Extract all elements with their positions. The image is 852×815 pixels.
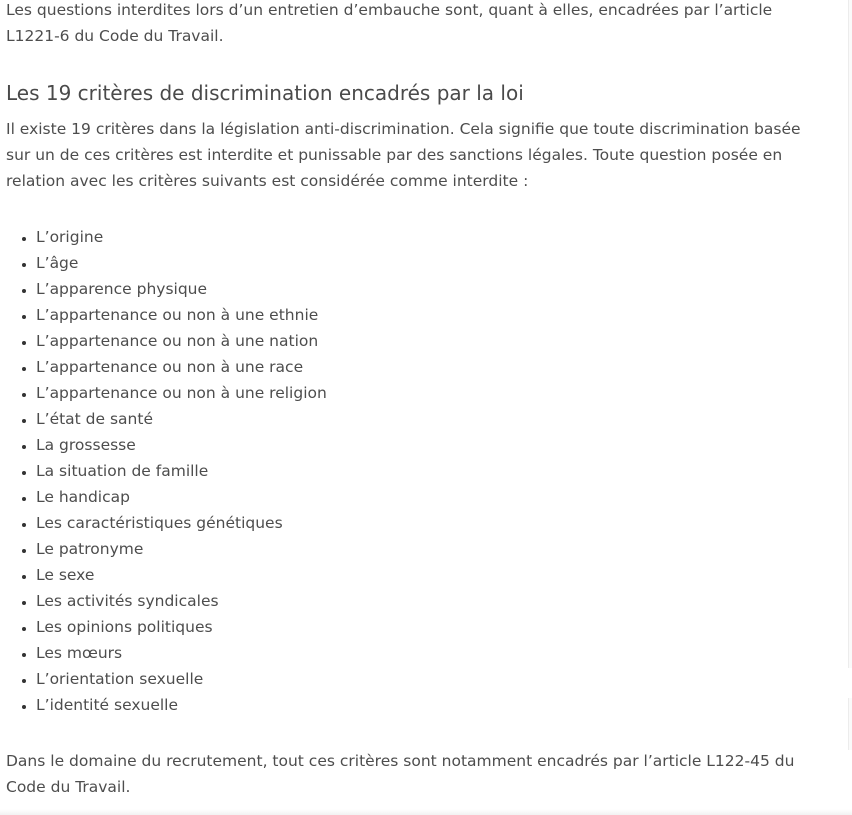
- bottom-divider: [0, 809, 852, 815]
- list-item: • L’orientation sexuelle: [36, 666, 327, 692]
- list-item: • Les mœurs: [36, 640, 327, 666]
- section-paragraph: Il existe 19 critères dans la législation anti-discrimination. Cela signifie que toute discrimination basée sur un de ces critères est interdite et punissable par des sanctions légales. Toute question posée en relation avec les critères suivants est considérée comme interdite :: [6, 120, 801, 190]
- list-item: • La situation de famille: [36, 458, 327, 484]
- list-item: • La grossesse: [36, 432, 327, 458]
- section-heading: Les 19 critères de discrimination encadrés par la loi: [6, 81, 524, 105]
- list-item: • Le patronyme: [36, 536, 327, 562]
- intro-paragraph: Les questions interdites lors d’un entretien d’embauche sont, quant à elles, encadrées par l’article L1221-6 du Code du Travail.: [6, 1, 773, 45]
- list-item: • L’appartenance ou non à une ethnie: [36, 302, 327, 328]
- list-item: • Les caractéristiques génétiques: [36, 510, 327, 536]
- list-item: • Le handicap: [36, 484, 327, 510]
- sidebar-edge: [848, 0, 852, 668]
- list-item: • Les activités syndicales: [36, 588, 327, 614]
- list-item: • Les opinions politiques: [36, 614, 327, 640]
- sidebar-edge-lower: [848, 698, 852, 750]
- list-item: • L’appartenance ou non à une race: [36, 354, 327, 380]
- list-item: • L’appartenance ou non à une nation: [36, 328, 327, 354]
- list-item: • Le sexe: [36, 562, 327, 588]
- conclusion-paragraph: Dans le domaine du recrutement, tout ces critères sont notamment encadrés par l’article L122-45 du Code du Travail.: [6, 752, 795, 796]
- list-item: • L’appartenance ou non à une religion: [36, 380, 327, 406]
- list-item: • L’âge: [36, 250, 327, 276]
- criteria-list: [6, 224, 327, 718]
- list-item: • L’origine: [36, 224, 327, 250]
- list-item: • L’identité sexuelle: [36, 692, 327, 718]
- list-item: • L’apparence physique: [36, 276, 327, 302]
- list-item: • L’état de santé: [36, 406, 327, 432]
